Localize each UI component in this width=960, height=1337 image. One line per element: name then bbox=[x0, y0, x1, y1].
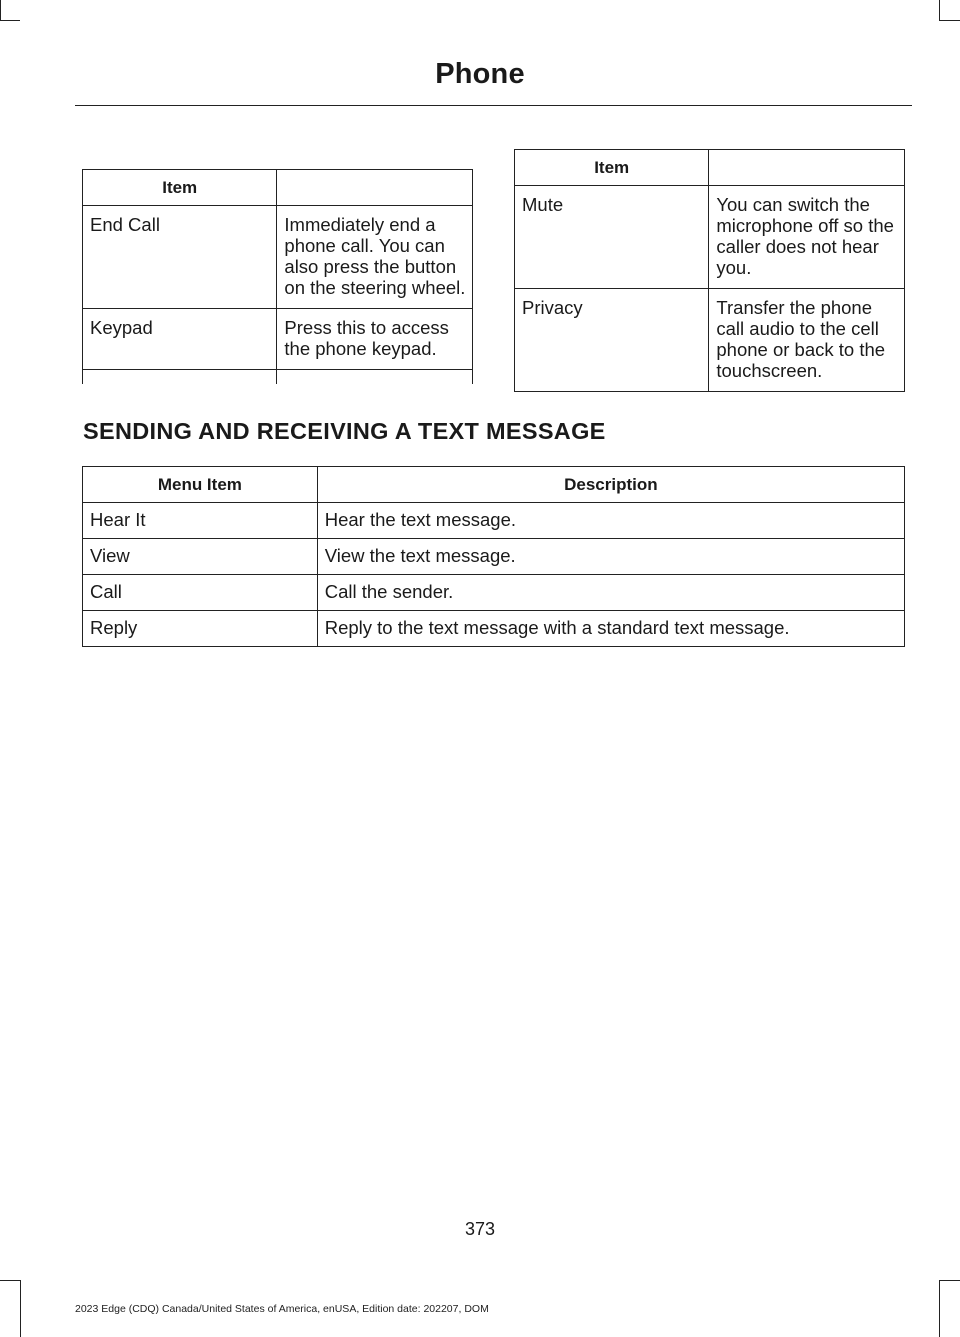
description-cell: Immediately end a phone call. You can also press the button on the steering wheel. bbox=[277, 206, 473, 309]
crop-mark bbox=[20, 1280, 21, 1337]
menu-item-cell: Reply bbox=[83, 611, 318, 647]
menu-item-cell: Hear It bbox=[83, 503, 318, 539]
description-cell: View the text message. bbox=[317, 539, 904, 575]
column-header-description bbox=[709, 150, 905, 186]
description-cell: Hear the text message. bbox=[317, 503, 904, 539]
column-header-item: Item bbox=[515, 150, 709, 186]
section-heading: SENDING AND RECEIVING A TEXT MESSAGE bbox=[83, 418, 606, 444]
menu-item-cell: Call bbox=[83, 575, 318, 611]
crop-mark bbox=[0, 1280, 20, 1281]
column-header-menu-item: Menu Item bbox=[83, 467, 318, 503]
table-row bbox=[515, 186, 905, 289]
edition-footer: 2023 Edge (CDQ) Canada/United States of America, enUSA, Edition date: 202207, DOM bbox=[75, 1303, 489, 1315]
header-rule bbox=[75, 105, 912, 106]
description-cell: You can switch the microphone off so the caller does not hear you. bbox=[709, 186, 905, 289]
description-cell: Press this to access the phone keypad. bbox=[277, 309, 473, 370]
table-header-row bbox=[83, 170, 473, 206]
crop-mark bbox=[940, 1280, 960, 1281]
page-title: Phone bbox=[435, 58, 525, 90]
table-row bbox=[515, 289, 905, 392]
empty-cell bbox=[83, 370, 277, 385]
item-cell: Privacy bbox=[515, 289, 709, 392]
table-row bbox=[83, 503, 905, 539]
description-cell: Reply to the text message with a standard text message. bbox=[317, 611, 904, 647]
crop-mark bbox=[0, 20, 20, 21]
description-cell: Transfer the phone call audio to the cell phone or back to the touchscreen. bbox=[709, 289, 905, 392]
table-header-row bbox=[83, 467, 905, 503]
column-header-description: Description bbox=[317, 467, 904, 503]
menu-item-cell: View bbox=[83, 539, 318, 575]
empty-cell bbox=[277, 370, 473, 385]
page-number: 373 bbox=[464, 1219, 496, 1239]
phone-options-table-right bbox=[514, 149, 905, 392]
crop-mark bbox=[939, 20, 960, 21]
description-cell: Call the sender. bbox=[317, 575, 904, 611]
column-header-description bbox=[277, 170, 473, 206]
phone-options-table-left bbox=[82, 169, 473, 384]
table-row bbox=[83, 206, 473, 309]
crop-mark bbox=[0, 0, 1, 20]
table-row bbox=[83, 575, 905, 611]
table-row bbox=[83, 539, 905, 575]
table-header-row bbox=[515, 150, 905, 186]
text-message-table bbox=[82, 466, 905, 647]
item-cell: Keypad bbox=[83, 309, 277, 370]
item-cell: End Call bbox=[83, 206, 277, 309]
table-row-continued bbox=[83, 370, 473, 385]
table-row bbox=[83, 309, 473, 370]
table-row bbox=[83, 611, 905, 647]
crop-mark bbox=[939, 1280, 940, 1337]
crop-mark bbox=[939, 0, 940, 20]
item-cell: Mute bbox=[515, 186, 709, 289]
column-header-item: Item bbox=[83, 170, 277, 206]
